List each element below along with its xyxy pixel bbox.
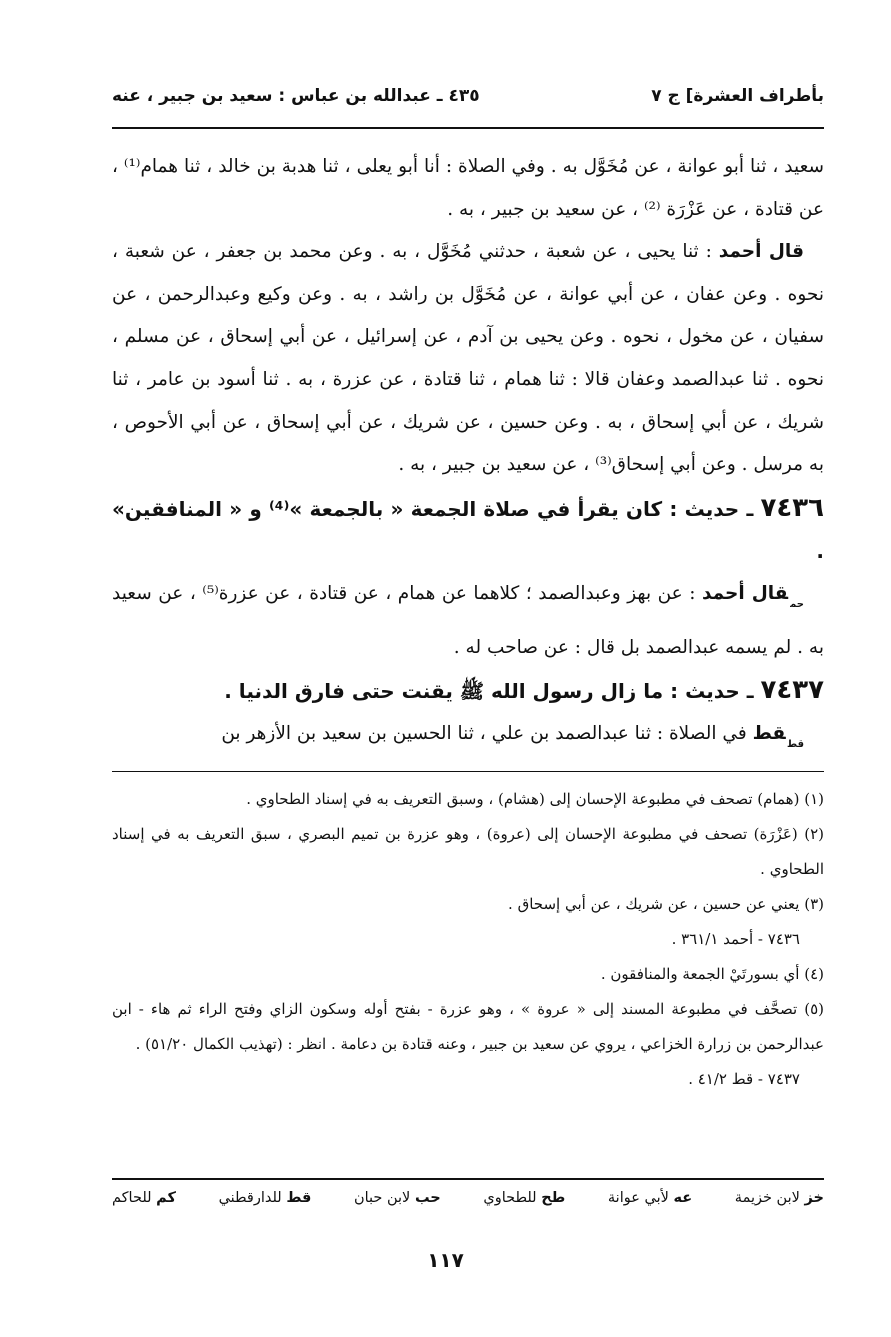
paragraph: $_{قط}$قط في الصلاة : ثنا عبدالصمد بن علي ، ثنا الحسين بن سعيد بن الأزهر بن: [221, 722, 804, 750]
legend-item: قط للدارقطني: [218, 1190, 312, 1206]
header-rule: [112, 127, 824, 129]
source-reference: ٧٤٣٦ - أحمد ٣٦١/١ .: [671, 930, 800, 948]
footnotes: [112, 782, 824, 1097]
hadith-title: ـ حديث : ما زال رسول الله ﷺ يقنت حتى فارق الدنيا .: [224, 679, 761, 704]
footnote-rule: [112, 771, 824, 772]
header-volume: بأطراف العشرة] ج ٧: [651, 86, 824, 106]
paragraph: سعيد ، ثنا أبو عوانة ، عن مُخَوَّل به . وفي الصلاة : أنا أبو يعلى ، ثنا هدبة بن خالد ، ثنا همام⁽¹⁾ ، عن قتادة ، عن عَزْرَة ⁽²⁾ ، عن سعيد بن جبير ، به .: [112, 156, 824, 220]
running-header: [112, 82, 824, 116]
page-number: ١١٧: [427, 1248, 464, 1272]
footnote: (١) (همام) تصحف في مطبوعة الإحسان إلى (هشام) ، وسبق التعريف به في إسناد الطحاوي .: [246, 790, 824, 808]
paragraph: $_{حم}$قال أحمد : عن بهز وعبدالصمد ؛ كلاهما عن همام ، عن قتادة ، عن عزرة⁽⁵⁾ ، عن سعيد به . لم يسمه عبدالصمد بل قال : عن صاحب له .: [112, 582, 824, 658]
source-reference: ٧٤٣٧ - قط ٤١/٢ .: [688, 1070, 800, 1088]
legend-item: عه لأبي عوانة: [607, 1190, 693, 1206]
source-name: قال أحمد: [701, 582, 789, 604]
hadith-heading: [112, 669, 824, 713]
hadith-number: ٧٤٣٧: [760, 675, 824, 706]
abbreviation-legend: [112, 1190, 824, 1206]
footnote: (٥) تصحَّف في مطبوعة المسند إلى « عروة » ، وهو عزرة - بفتح أوله وسكون الزاي وفتح الراء ثم هاء - ابن عبدالرحمن بن زرارة الخزاعي ، يروي عن سعيد بن جبير ، وعنه قتادة بن دعامة . انظر : (تهذيب الكمال ٥١/٢٠) .: [112, 1000, 824, 1053]
legend-item: خز لابن خزيمة: [734, 1190, 824, 1206]
legend-rule: [112, 1178, 824, 1180]
hadith-title: ـ حديث : كان يقرأ في صلاة الجمعة « بالجمعة »⁽⁴⁾ و « المنافقين» .: [112, 496, 824, 564]
footnote: (٤) أي بسورتَيْ الجمعة والمنافقون .: [600, 965, 824, 983]
source-sigla: حم: [790, 598, 804, 610]
source-name: قال أحمد: [718, 241, 804, 263]
hadith-number: ٧٤٣٦: [760, 492, 824, 523]
source-name: قط: [752, 722, 786, 744]
source-sigla: قط: [787, 738, 804, 750]
footnote: (٢) (عَزْرَة) تصحف في مطبوعة الإحسان إلى (عروة) ، وهو عزرة بن تميم البصري ، سبق التعريف به في إسناد الطحاوي .: [112, 825, 824, 878]
legend-item: كم للحاكم: [112, 1190, 176, 1206]
legend-item: طح للطحاوي: [483, 1190, 566, 1206]
header-section-title: ٤٣٥ ـ عبدالله بن عباس : سعيد بن جبير ، عنه: [112, 86, 480, 106]
legend-item: حب لابن حبان: [353, 1190, 441, 1206]
main-text: [112, 146, 824, 766]
footnote: (٣) يعني عن حسين ، عن شريك ، عن أبي إسحاق .: [508, 895, 824, 913]
paragraph: قال أحمد : ثنا يحيى ، عن شعبة ، حدثني مُخَوَّل ، به . وعن محمد بن جعفر ، عن شعبة ، نحوه . وعن عفان ، عن أبي عوانة ، عن مُخَوَّل بن راشد ، به . وعن وكيع وعبدالرحمن ، عن سفيان ، عن مخول ، نحوه . وعن يحيى بن آدم ، عن إسرائيل ، عن أبي إسحاق ، عن مسلم ، نحوه . ثنا عبدالصمد وعفان قالا : ثنا همام ، ثنا قتادة ، عن عزرة ، به . ثنا أسود بن عامر ، ثنا شريك ، عن أبي إسحاق ، به . وعن حسين ، عن شريك ، عن أبي إسحاق ، عن أبي الأحوص ، به مرسل . وعن أبي إسحاق⁽³⁾ ، عن سعيد بن جبير ، به .: [112, 241, 824, 476]
hadith-heading: [112, 487, 824, 573]
